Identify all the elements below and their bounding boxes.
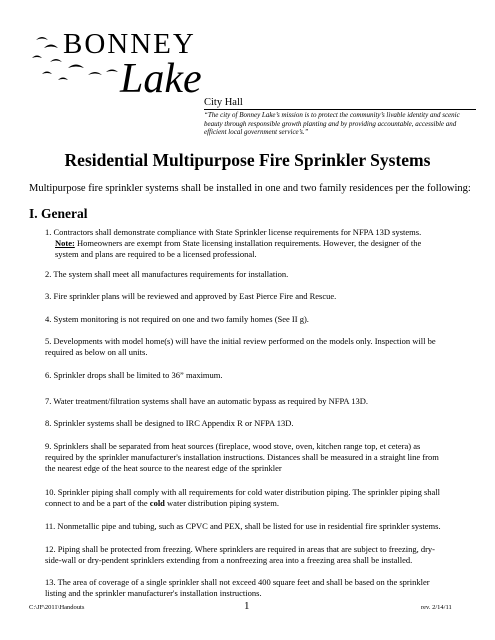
item-text: required as below on all units. — [45, 347, 148, 358]
list-item — [45, 396, 475, 407]
list-item — [45, 336, 475, 358]
bonney-lake-logo — [28, 28, 243, 104]
list-item — [45, 370, 475, 381]
city-hall-label: City Hall — [204, 97, 243, 108]
footer-page-number: 1 — [244, 600, 250, 612]
list-item — [45, 544, 475, 566]
item-text: listing and the sprinkler manufacturer's installation instructions. — [45, 588, 262, 599]
item-text: 5. Developments with model home(s) will have the initial review performed on the models only. Inspection will be — [45, 336, 436, 346]
list-item — [45, 314, 475, 325]
logo-wordmark-bonney: BONNEY — [63, 28, 196, 60]
list-item — [45, 577, 475, 599]
item-text: 12. Piping shall be protected from freezing. Where sprinklers are required in areas that are subject to freezing, dry- — [45, 544, 435, 554]
item-text: 3. Fire sprinkler plans will be reviewed and approved by East Pierce Fire and Rescue. — [45, 291, 337, 301]
item-text: the nearest edge of the heat source to the nearest edge of the sprinkler — [45, 463, 282, 474]
item-text: 1. Contractors shall demonstrate compliance with State Sprinkler license requirements for NFPA 13D systems. — [45, 227, 422, 237]
footer-file-path: C:\JF\2011\Handouts — [29, 604, 85, 611]
list-item — [45, 521, 475, 532]
item-text: system and plans are required to be a licensed professional. — [55, 249, 257, 260]
item-text: 6. Sprinkler drops shall be limited to 36” maximum. — [45, 370, 223, 380]
item-text: 10. Sprinkler piping shall comply with all requirements for cold water distribution piping. The sprinkler piping shall — [45, 487, 441, 497]
note-label: Note: — [55, 238, 75, 249]
list-item — [45, 269, 475, 280]
page-title: Residential Multipurpose Fire Sprinkler Systems — [64, 150, 431, 170]
item-text: side-wall or dry-pendent sprinklers extending from a nonfreezing area into a freezing area shall be installed. — [45, 555, 413, 566]
list-item — [45, 227, 475, 261]
intro-paragraph: Multipurpose fire sprinkler systems shall be installed in one and two family residences per the following: — [29, 183, 471, 194]
item-text: 11. Nonmetallic pipe and tubing, such as CPVC and PEX, shall be listed for use in residential fire sprinkler systems. — [45, 521, 441, 531]
list-item — [45, 291, 475, 302]
logo-wordmark-lake: Lake — [120, 56, 202, 102]
mission-statement: “The city of Bonney Lake’s mission is to protect the community’s livable identity and scenic beauty through responsible growth planting and by providing accountable, accessible and efficient local government service’s.” — [204, 109, 476, 137]
section-heading-general: I. General — [29, 206, 88, 221]
item-text: 7. Water treatment/filtration systems shall have an automatic bypass as required by NFPA 13D. — [45, 396, 368, 406]
item-text: 9. Sprinklers shall be separated from heat sources (fireplace, wood stove, oven, kitchen range top, et cetera) as — [45, 441, 421, 451]
footer-revision: rev. 2/14/11 — [421, 604, 452, 611]
item-text: water distribution piping system. — [164, 498, 279, 509]
list-item — [45, 487, 475, 509]
list-item — [45, 418, 475, 429]
item-text: 4. System monitoring is not required on one and two family homes (See II g). — [45, 314, 309, 324]
item-text: 2. The system shall meet all manufactures requirements for installation. — [45, 269, 289, 279]
item-text: 8. Sprinkler systems shall be designed to IRC Appendix R or NFPA 13D. — [45, 418, 294, 428]
item-text: connect to and be a part of the — [45, 498, 150, 509]
list-item — [45, 441, 475, 475]
emphasis-cold: cold — [149, 498, 165, 509]
item-text: 13. The area of coverage of a single sprinkler shall not exceed 400 square feet and shall be based on the sprinkler — [45, 577, 430, 587]
item-text: Homeowners are exempt from State licensing installation requirements. However, the designer of the — [76, 238, 422, 249]
item-text: required by the sprinkler manufacturer's installation instructions. Distances shall be measured in a straight line from — [45, 452, 439, 463]
